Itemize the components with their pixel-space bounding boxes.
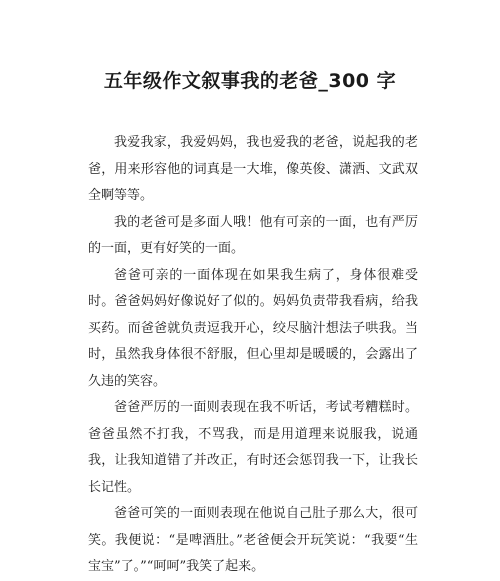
document-body [88, 130, 418, 581]
document-title: 五年级作文叙事我的老爸_300 字 [103, 70, 397, 92]
paragraph-1: 我爱我家，我爱妈妈，我也爱我的老爸，说起我的老爸，用来形容他的词真是一大堆，像英俊、潇洒、文武双全啊等等。 [88, 135, 418, 203]
paragraph-3: 爸爸可亲的一面体现在如果我生病了，身体很难受时。爸爸妈妈好像说好了似的。妈妈负责带我看病，给我买药。而爸爸就负责逗我开心，绞尽脑汁想法子哄我。当时，虽然我身体很不舒服，但心里却是暖暖的，会露出了久违的笑容。 [88, 267, 418, 389]
paragraph-5: 爸爸可笑的一面则表现在他说自己肚子那么大，很可笑。我便说：“是啤酒肚。”老爸便会开玩笑说：“我要“生宝宝”了。”“呵呵”我笑了起来。 [88, 506, 418, 574]
paragraph-4: 爸爸严厉的一面则表现在我不听话，考试考糟糕时。爸爸虽然不打我，不骂我，而是用道理来说服我，说通我，让我知道错了并改正，有时还会惩罚我一下，让我长长记性。 [88, 400, 418, 495]
paragraph-2: 我的老爸可是多面人哦！他有可亲的一面，也有严厉的一面，更有好笑的一面。 [88, 214, 418, 256]
